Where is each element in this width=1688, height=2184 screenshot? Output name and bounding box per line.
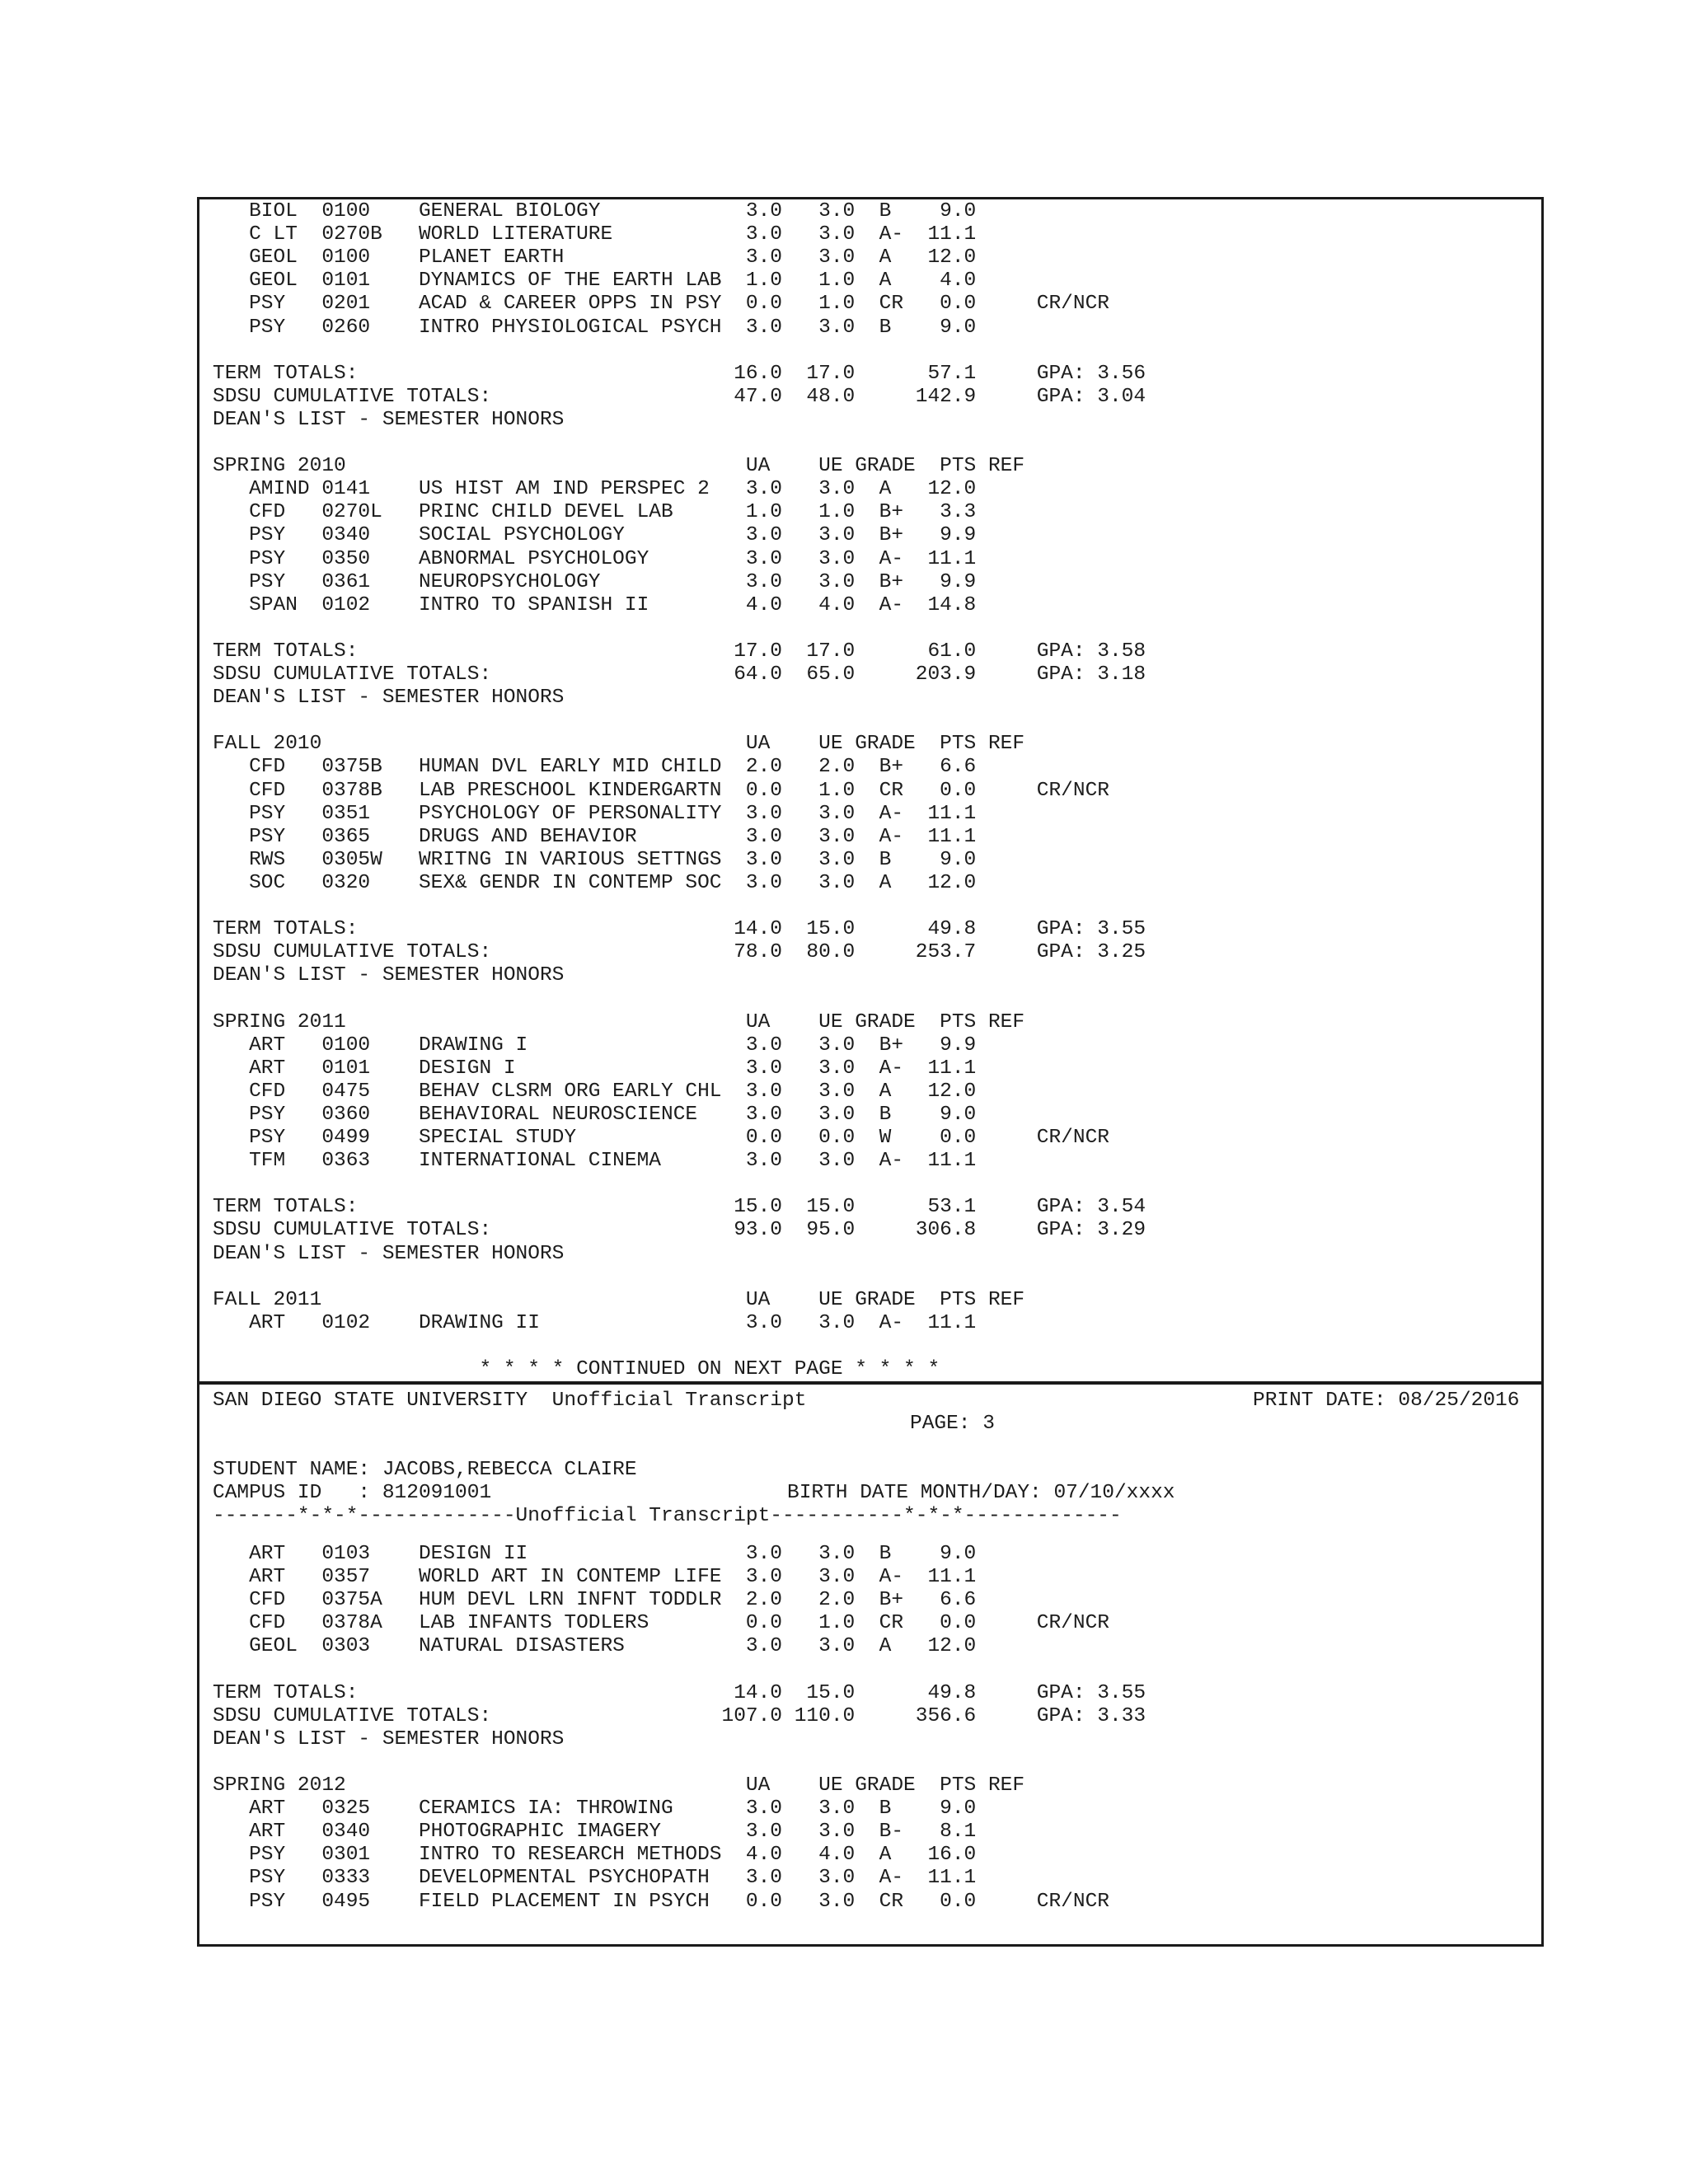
- transcript-line: PSY 0499 SPECIAL STUDY 0.0 0.0 W 0.0 CR/NCR: [213, 1127, 1109, 1149]
- transcript-line: DEAN'S LIST - SEMESTER HONORS: [213, 964, 565, 987]
- transcript-line: PSY 0495 FIELD PLACEMENT IN PSYCH 0.0 3.0 CR 0.0 CR/NCR: [213, 1890, 1109, 1913]
- transcript-line: SPRING 2012 UA UE GRADE PTS REF: [213, 1774, 1025, 1797]
- transcript-line: DEAN'S LIST - SEMESTER HONORS: [213, 1727, 565, 1750]
- transcript-line: DEAN'S LIST - SEMESTER HONORS: [213, 408, 565, 431]
- transcript-line: SDSU CUMULATIVE TOTALS: 47.0 48.0 142.9 GPA: 3.04: [213, 385, 1146, 408]
- transcript-line: CFD 0375B HUMAN DVL EARLY MID CHILD 2.0 2.0 B+ 6.6: [213, 756, 977, 779]
- transcript-line: TERM TOTALS: 17.0 17.0 61.0 GPA: 3.58: [213, 640, 1146, 663]
- transcript-line: SDSU CUMULATIVE TOTALS: 78.0 80.0 253.7 GPA: 3.25: [213, 941, 1146, 964]
- transcript-line: TERM TOTALS: 15.0 15.0 53.1 GPA: 3.54: [213, 1196, 1146, 1219]
- transcript-line: PSY 0260 INTRO PHYSIOLOGICAL PSYCH 3.0 3.0 B 9.0: [213, 316, 977, 339]
- transcript-line: TERM TOTALS: 14.0 15.0 49.8 GPA: 3.55: [213, 1681, 1146, 1704]
- transcript-line: * * * * CONTINUED ON NEXT PAGE * * * *: [213, 1358, 940, 1380]
- transcript-line: PSY 0301 INTRO TO RESEARCH METHODS 4.0 4.0 A 16.0: [213, 1844, 977, 1867]
- transcript-line: AMIND 0141 US HIST AM IND PERSPEC 2 3.0 3.0 A 12.0: [213, 478, 977, 501]
- transcript-line: ART 0340 PHOTOGRAPHIC IMAGERY 3.0 3.0 B- 8.1: [213, 1821, 977, 1844]
- transcript-line: GEOL 0100 PLANET EARTH 3.0 3.0 A 12.0: [213, 246, 977, 269]
- transcript-line: PSY 0361 NEUROPSYCHOLOGY 3.0 3.0 B+ 9.9: [213, 570, 977, 593]
- transcript-line: PSY 0360 BEHAVIORAL NEUROSCIENCE 3.0 3.0 B 9.0: [213, 1103, 977, 1126]
- transcript-line: PSY 0201 ACAD & CAREER OPPS IN PSY 0.0 1.0 CR 0.0 CR/NCR: [213, 293, 1109, 316]
- campus-id: CAMPUS ID : 812091001: [213, 1482, 492, 1504]
- university-header: SAN DIEGO STATE UNIVERSITY Unofficial Transcript: [213, 1390, 807, 1412]
- transcript-line: CFD 0375A HUM DEVL LRN INFNT TODDLR 2.0 2.0 B+ 6.6: [213, 1589, 977, 1612]
- transcript-line: SDSU CUMULATIVE TOTALS: 64.0 65.0 203.9 GPA: 3.18: [213, 663, 1146, 686]
- transcript-line: ART 0325 CERAMICS IA: THROWING 3.0 3.0 B 9.0: [213, 1797, 977, 1821]
- transcript-line: CFD 0270L PRINC CHILD DEVEL LAB 1.0 1.0 B+ 3.3: [213, 501, 977, 524]
- transcript-line: RWS 0305W WRITNG IN VARIOUS SETTNGS 3.0 3.0 B 9.0: [213, 848, 977, 871]
- transcript-line: DEAN'S LIST - SEMESTER HONORS: [213, 1242, 565, 1265]
- print-date: PRINT DATE: 08/25/2016: [1253, 1390, 1520, 1412]
- student-name: STUDENT NAME: JACOBS,REBECCA CLAIRE: [213, 1459, 637, 1481]
- transcript-line: FALL 2011 UA UE GRADE PTS REF: [213, 1288, 1025, 1311]
- transcript-rule: -------*-*-*-------------Unofficial Transcript-----------*-*-*-------------: [213, 1505, 1122, 1527]
- transcript-line: TFM 0363 INTERNATIONAL CINEMA 3.0 3.0 A- 11.1: [213, 1150, 977, 1173]
- transcript-line: GEOL 0303 NATURAL DISASTERS 3.0 3.0 A 12.0: [213, 1635, 977, 1658]
- transcript-line: FALL 2010 UA UE GRADE PTS REF: [213, 733, 1025, 756]
- transcript-line: ART 0103 DESIGN II 3.0 3.0 B 9.0: [213, 1543, 977, 1565]
- transcript-line: PSY 0351 PSYCHOLOGY OF PERSONALITY 3.0 3.0 A- 11.1: [213, 802, 977, 825]
- page-divider: [197, 1381, 1544, 1385]
- transcript-line: TERM TOTALS: 16.0 17.0 57.1 GPA: 3.56: [213, 362, 1146, 385]
- transcript-line: ART 0102 DRAWING II 3.0 3.0 A- 11.1: [213, 1311, 977, 1334]
- transcript-line: DEAN'S LIST - SEMESTER HONORS: [213, 687, 565, 710]
- transcript-line: GEOL 0101 DYNAMICS OF THE EARTH LAB 1.0 1.0 A 4.0: [213, 269, 977, 293]
- transcript-line: CFD 0378A LAB INFANTS TODLERS 0.0 1.0 CR 0.0 CR/NCR: [213, 1612, 1109, 1635]
- transcript-line: PSY 0350 ABNORMAL PSYCHOLOGY 3.0 3.0 A- 11.1: [213, 547, 977, 570]
- birth-date: BIRTH DATE MONTH/DAY: 07/10/xxxx: [787, 1482, 1175, 1504]
- transcript-line: C LT 0270B WORLD LITERATURE 3.0 3.0 A- 11.1: [213, 223, 977, 246]
- transcript-line: CFD 0378B LAB PRESCHOOL KINDERGARTN 0.0 1.0 CR 0.0 CR/NCR: [213, 779, 1109, 802]
- transcript-line: BIOL 0100 GENERAL BIOLOGY 3.0 3.0 B 9.0: [213, 200, 977, 223]
- transcript-line: CFD 0475 BEHAV CLSRM ORG EARLY CHL 3.0 3.0 A 12.0: [213, 1080, 977, 1103]
- transcript-line: SDSU CUMULATIVE TOTALS: 107.0 110.0 356.6 GPA: 3.33: [213, 1704, 1146, 1727]
- transcript-line: SPRING 2010 UA UE GRADE PTS REF: [213, 455, 1025, 478]
- transcript-line: PSY 0340 SOCIAL PSYCHOLOGY 3.0 3.0 B+ 9.9: [213, 524, 977, 547]
- transcript-line: TERM TOTALS: 14.0 15.0 49.8 GPA: 3.55: [213, 918, 1146, 941]
- transcript-line: PSY 0333 DEVELOPMENTAL PSYCHOPATH 3.0 3.0 A- 11.1: [213, 1867, 977, 1890]
- transcript-line: SOC 0320 SEX& GENDR IN CONTEMP SOC 3.0 3.0 A 12.0: [213, 871, 977, 894]
- transcript-line: SPRING 2011 UA UE GRADE PTS REF: [213, 1010, 1025, 1033]
- transcript-line: SPAN 0102 INTRO TO SPANISH II 4.0 4.0 A- 14.8: [213, 593, 977, 616]
- transcript-line: ART 0357 WORLD ART IN CONTEMP LIFE 3.0 3.0 A- 11.1: [213, 1566, 977, 1589]
- transcript-line: ART 0101 DESIGN I 3.0 3.0 A- 11.1: [213, 1057, 977, 1080]
- transcript-line: PSY 0365 DRUGS AND BEHAVIOR 3.0 3.0 A- 11.1: [213, 825, 977, 848]
- transcript-line: SDSU CUMULATIVE TOTALS: 93.0 95.0 306.8 GPA: 3.29: [213, 1219, 1146, 1242]
- transcript-line: ART 0100 DRAWING I 3.0 3.0 B+ 9.9: [213, 1033, 977, 1057]
- page-number: PAGE: 3: [910, 1413, 995, 1435]
